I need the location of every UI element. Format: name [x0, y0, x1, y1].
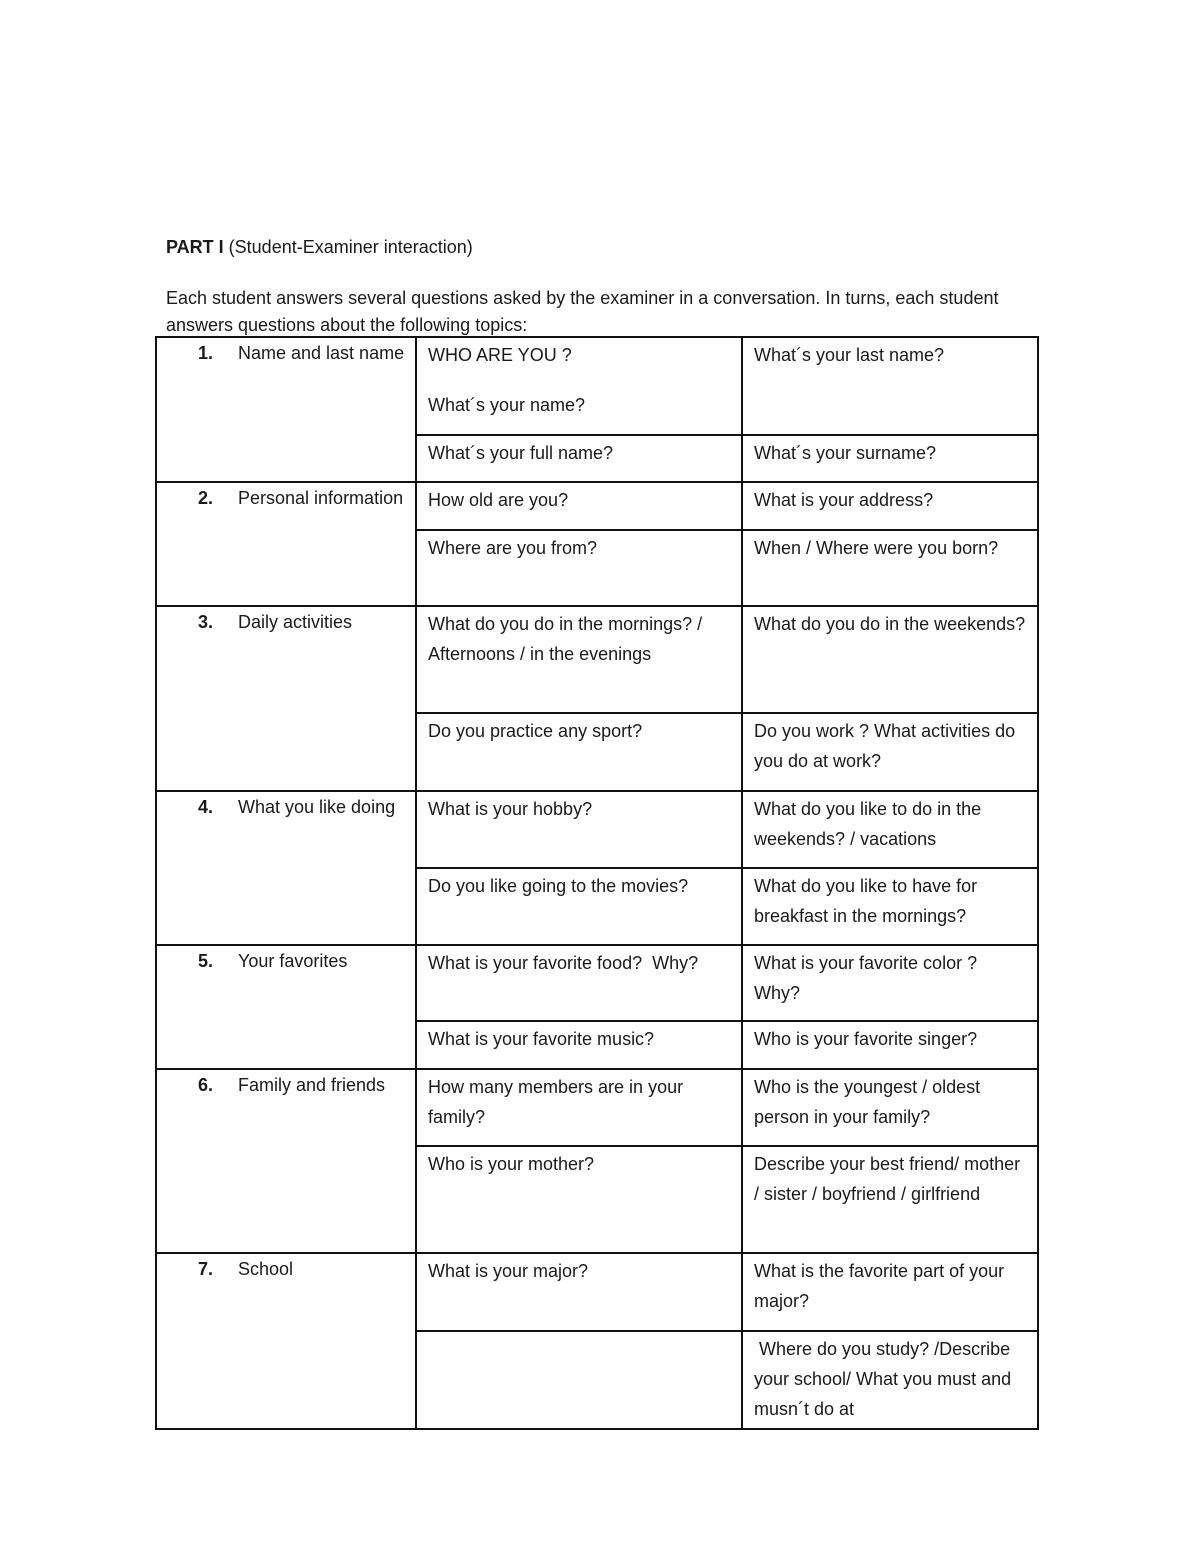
topic-cell: [156, 482, 416, 606]
question-text: What do you do in the weekends?: [754, 614, 1026, 634]
question-text: What do you do in the mornings? / Afternoons / in the evenings: [428, 614, 707, 664]
question-text: What is your favorite music?: [428, 1029, 655, 1049]
topic-heading: [168, 1072, 405, 1099]
topic-title: Personal information: [238, 488, 404, 508]
topic-cell: [156, 337, 416, 482]
question-text: Who is your favorite singer?: [754, 1029, 978, 1049]
topic-heading: [168, 794, 405, 821]
topic-heading: [168, 340, 405, 367]
topic-title: Daily activities: [238, 612, 353, 632]
question-text: When / Where were you born?: [754, 538, 999, 558]
topic-number: 7.: [198, 1259, 214, 1279]
question-cell-right: [742, 1021, 1038, 1069]
question-cell-right: [742, 1146, 1038, 1253]
question-text: Who is your mother?: [428, 1154, 595, 1174]
topic-cell: [156, 1069, 416, 1253]
question-text: Do you like going to the movies?: [428, 876, 689, 896]
topics-table: [155, 336, 1039, 1430]
question-cell-left: [416, 1253, 742, 1331]
question-text: Where do you study? /Describe your school/ What you must and musn´t do at: [754, 1339, 1017, 1419]
question-cell-right: [742, 1331, 1038, 1429]
question-cell-left: [416, 530, 742, 606]
topic-number: 2.: [198, 488, 214, 508]
table-row: [156, 1069, 1038, 1146]
question-cell-left: [416, 1331, 742, 1429]
line-gap: [428, 370, 731, 390]
table-row: [156, 606, 1038, 713]
question-text: How many members are in your family?: [428, 1077, 689, 1127]
question-cell-right: [742, 337, 1038, 435]
question-cell-left: [416, 482, 742, 530]
topic-heading: [168, 609, 405, 636]
question-text: What is your address?: [754, 490, 934, 510]
question-text: What´s your full name?: [428, 443, 614, 463]
question-text: Who is the youngest / oldest person in your family?: [754, 1077, 986, 1127]
question-text: What is your favorite color ? Why?: [754, 953, 983, 1003]
question-text: What´s your last name?: [754, 345, 945, 365]
question-cell-right: [742, 606, 1038, 713]
question-text: Where are you from?: [428, 538, 598, 558]
topic-title: Your favorites: [238, 951, 348, 971]
section-heading-subtitle: (Student-Examiner interaction): [223, 237, 473, 257]
question-cell-left: [416, 868, 742, 945]
question-text: How old are you?: [428, 490, 569, 510]
question-cell-right: [742, 530, 1038, 606]
topic-title: School: [238, 1259, 294, 1279]
question-text: Do you practice any sport?: [428, 721, 643, 741]
question-cell-left: [416, 1146, 742, 1253]
topic-cell: [156, 1253, 416, 1429]
question-text: What is your hobby?: [428, 799, 593, 819]
topic-number: 1.: [198, 343, 214, 363]
question-text: What is the favorite part of your major?: [754, 1261, 1010, 1311]
question-cell-left: [416, 945, 742, 1021]
question-cell-right: [742, 1069, 1038, 1146]
table-row: [156, 482, 1038, 530]
topic-number: 5.: [198, 951, 214, 971]
question-cell-left: [416, 713, 742, 791]
topic-heading: [168, 1256, 405, 1283]
question-text: Do you work ? What activities do you do at work?: [754, 721, 1021, 771]
topic-cell: [156, 791, 416, 945]
question-cell-right: [742, 482, 1038, 530]
question-cell-left: [416, 337, 742, 435]
question-cell-right: [742, 868, 1038, 945]
topic-heading: [168, 485, 405, 512]
table-row: [156, 791, 1038, 868]
question-text: What is your major?: [428, 1261, 589, 1281]
question-cell-left: [416, 1069, 742, 1146]
topic-cell: [156, 945, 416, 1069]
question-text: WHO ARE YOU ?: [428, 345, 572, 365]
question-cell-left: [416, 606, 742, 713]
topic-number: 6.: [198, 1075, 214, 1095]
question-text: Describe your best friend/ mother / sister / boyfriend / girlfriend: [754, 1154, 1026, 1204]
section-heading: [166, 234, 473, 260]
table-row: [156, 945, 1038, 1021]
section-heading-part: PART I: [166, 237, 224, 257]
topic-title: Family and friends: [238, 1075, 386, 1095]
question-cell-left: [416, 1021, 742, 1069]
topic-number: 3.: [198, 612, 214, 632]
question-cell-right: [742, 791, 1038, 868]
question-text: What do you like to do in the weekends? / vacations: [754, 799, 987, 849]
question-cell-left: [416, 791, 742, 868]
topic-title: Name and last name: [238, 343, 405, 363]
question-cell-right: [742, 1253, 1038, 1331]
topic-heading: [168, 948, 405, 975]
question-cell-right: [742, 945, 1038, 1021]
topic-number: 4.: [198, 797, 214, 817]
topic-title: What you like doing: [238, 797, 396, 817]
table-row: [156, 1253, 1038, 1331]
question-text: What do you like to have for breakfast in the mornings?: [754, 876, 983, 926]
question-text: What is your favorite food? Why?: [428, 953, 699, 973]
question-cell-right: [742, 713, 1038, 791]
table-row: [156, 337, 1038, 435]
topic-cell: [156, 606, 416, 791]
question-text: What´s your surname?: [754, 443, 937, 463]
question-cell-right: [742, 435, 1038, 482]
question-text: What´s your name?: [428, 395, 586, 415]
question-cell-left: [416, 435, 742, 482]
intro-paragraph: Each student answers several questions asked by the examiner in a conversation. In turns, each student answers questions about the following topics:: [166, 288, 999, 335]
